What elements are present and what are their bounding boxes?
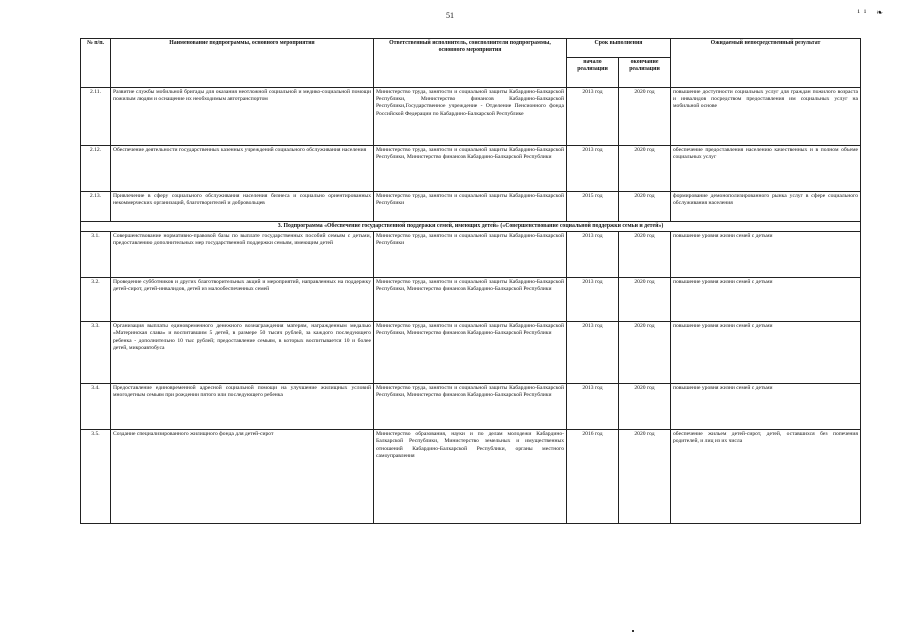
row-executor: Министерство труда, занятости и социальной защиты Кабардино-Балкарской Республики (374, 232, 567, 278)
row-executor: Министерство труда, занятости и социальной защиты Кабардино-Балкарской Республики, Министерство финансов Кабардино-Балкарской Республики (374, 146, 567, 192)
row-name: Предоставление единовременной адресной социальной помощи на улучшение жилищных условий многодетным семьям при рождении пятого или последующего ребенка (111, 384, 374, 430)
row-end: 2020 год (619, 278, 671, 322)
header-name: Наименование подпрограммы, основного мероприятия (111, 39, 374, 88)
header-executor: Ответственный исполнитель, соисполнители подпрограммы, основного мероприятия (374, 39, 567, 88)
row-executor: Министерство труда, занятости и социальной защиты Кабардино-Балкарской Республики, Министерство финансов Кабардино-Балкарской Республики (374, 384, 567, 430)
row-result: обеспечение жильем детей-сирот, детей, оставшихся без попечения родителей, и лиц из их числа (671, 430, 861, 524)
row-start: 2015 год (567, 192, 619, 222)
table-row (81, 146, 861, 192)
program-table (80, 38, 861, 524)
row-num: 2.12. (81, 146, 111, 192)
row-start: 2013 год (567, 322, 619, 384)
row-result: повышение уровня жизни семей с детьми (671, 278, 861, 322)
row-end: 2020 год (619, 430, 671, 524)
header-result: Ожидаемый непосредственный результат (671, 39, 861, 88)
row-result: повышение уровня жизни семей с детьми (671, 384, 861, 430)
table-row (81, 88, 861, 146)
row-num: 3.5. (81, 430, 111, 524)
row-end: 2020 год (619, 232, 671, 278)
row-executor: Министерство труда, занятости и социальной защиты Кабардино-Балкарской Республики, Министерство финансов Кабардино-Балкарской Республики,Государственное учреждение - Отделение Пенсионного фонда Российской Федерации по Кабардино-Балкарской Республике (374, 88, 567, 146)
row-executor: Министерство труда, занятости и социальной защиты Кабардино-Балкарской Республики, Министерство финансов Кабардино-Балкарской Республики (374, 322, 567, 384)
row-num: 3.4. (81, 384, 111, 430)
page-number: 51 (446, 11, 454, 20)
row-executor: Министерство труда, занятости и социальной защиты Кабардино-Балкарской Республики, Министерство финансов Кабардино-Балкарской Республики (374, 278, 567, 322)
row-start: 2016 год (567, 430, 619, 524)
row-result: обеспечение предоставления населению качественных и в полном объеме социальных услуг (671, 146, 861, 192)
row-result: повышение доступности социальных услуг для граждан пожилого возраста и инвалидов посредством предоставления им социальных услуг на мобильной основе (671, 88, 861, 146)
row-start: 2013 год (567, 278, 619, 322)
section-header-row (81, 222, 861, 232)
row-num: 3.1. (81, 232, 111, 278)
row-name: Обеспечение деятельности государственных казенных учреждений социального обслуживания населения (111, 146, 374, 192)
row-start: 2013 год (567, 232, 619, 278)
row-num: 3.2. (81, 278, 111, 322)
header-term-start: начало реализации (567, 58, 619, 88)
row-end: 2020 год (619, 88, 671, 146)
header-num: № п/п. (81, 39, 111, 88)
row-result: формирование демонополизированного рынка услуг в сфере социального обслуживания населения (671, 192, 861, 222)
row-name: Проведение субботников и других благотворительных акций и мероприятий, направленных на поддержку детей-сирот, детей-инвалидов, детей из малообеспеченных семей (111, 278, 374, 322)
table-row (81, 192, 861, 222)
header-term-end: окончание реализации (619, 58, 671, 88)
row-start: 2013 год (567, 88, 619, 146)
row-num: 2.13. (81, 192, 111, 222)
row-executor: Министерство образования, науки и по делам молодежи Кабардино-Балкарской Республики, Министерство земельных и имущественных отношений Кабардино-Балкарской Республики, органы местного самоуправления (374, 430, 567, 524)
row-end: 2020 год (619, 192, 671, 222)
table-row (81, 384, 861, 430)
table-row (81, 232, 861, 278)
table-row (81, 430, 861, 524)
header-term: Срок выполнения (567, 39, 671, 58)
row-start: 2013 год (567, 146, 619, 192)
row-end: 2020 год (619, 322, 671, 384)
row-num: 2.11. (81, 88, 111, 146)
row-start: 2013 год (567, 384, 619, 430)
table-row (81, 322, 861, 384)
section-title: 3. Подпрограмма «Обеспечение государственной поддержки семей, имеющих детей» («Совершенствование социальной поддержки семьи и детей») (81, 222, 861, 232)
row-name: Создание специализированного жилищного фонда для детей-сирот (111, 430, 374, 524)
row-name: Совершенствование нормативно-правовой базы по выплате государственных пособий семьям с детьми, предоставлению дополнительных мер государственной поддержки семьям, имеющим детей (111, 232, 374, 278)
row-result: повышение уровня жизни семей с детьми (671, 232, 861, 278)
table-row (81, 278, 861, 322)
row-end: 2020 год (619, 384, 671, 430)
row-num: 3.3. (81, 322, 111, 384)
row-name: Организация выплаты единовременного денежного вознаграждения матерям, награжденным медалью «Материнская слава» и воспитавшим 5 детей, в размере 50 тысяч рублей, за каждого последующего ребенка - дополнительно 10 тыс рублей; предоставление семьям, в которых воспитывается 10 и более детей, микроавтобуса (111, 322, 374, 384)
row-executor: Министерство труда, занятости и социальной защиты Кабардино-Балкарской Республики (374, 192, 567, 222)
table-header-row (81, 39, 861, 58)
row-name: Развитие службы мобильной бригады для оказания неотложной социальной и медико-социальной помощи пожилым людям и оснащение их необходимым автотранспортом (111, 88, 374, 146)
corner-mark: ¹¹ ❧ (857, 8, 887, 17)
scan-speck (632, 630, 634, 632)
row-name: Привлечение в сферу социального обслуживания населения бизнеса и социально ориентированных некоммерческих организаций, благотворителей и добровольцев (111, 192, 374, 222)
row-result: повышение уровня жизни семей с детьми (671, 322, 861, 384)
row-end: 2020 год (619, 146, 671, 192)
